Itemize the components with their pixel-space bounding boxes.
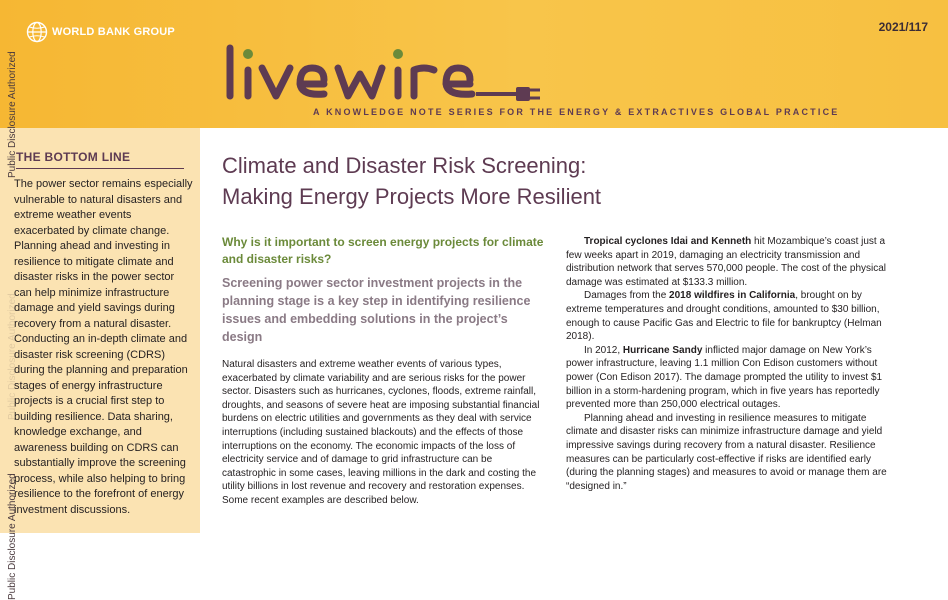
header-banner bbox=[0, 0, 948, 128]
report-number: 2021/117 bbox=[878, 20, 928, 34]
body-paragraph: Natural disasters and extreme weather events of various types, exacerbated by climate variability and are serious risks for the power sector. Disasters such as hurricanes, cyclones, floods, extreme rainfall, droughts, and seasons of severe heat are imposing substantial financial burdens on electric utilities and governments as they deal with service interruptions (including sustained blackouts) and the effects of those interruptions on the economy. The economic impacts of the loss of electricity service and of damage to grid infrastructure can be catastrophic in some cases, leaving millions in the dark and costing the utility billions in lost revenue and recovery and restoration expenses. Some recent examples are described below. bbox=[222, 359, 540, 506]
disclosure-stamp-top: Public Disclosure Authorized bbox=[7, 51, 18, 178]
paragraph-sandy-pre: In 2012, bbox=[584, 344, 623, 356]
paragraph-sandy bbox=[566, 344, 896, 412]
paragraph-sandy-text: inflicted major damage on New York’s power infrastructure, leaving 1.1 million Con Edison customers without power (Con Edison 2017). The damage prompted the utility to invest $1 billion in a storm-hardening program, which in five years has reportedly prevented more than 250,000 electrical outages. bbox=[566, 344, 883, 411]
paragraph-planning: Planning ahead and investing in resilience measures to mitigate climate and disaster risks can minimize infrastructure damage and yield impressive savings during recovery from a natural disaster. Resilience measures can be particularly cost-effective if risks are identified early (during the planning stages) and measures to avoid or manage them are “designed in.” bbox=[566, 412, 887, 492]
bold-sandy: Hurricane Sandy bbox=[622, 344, 703, 356]
paragraph-wildfires-text: , brought on by extreme temperatures and drought conditions, amounted to $30 billion, enough to cause Pacific Gas and Electric to file for bankruptcy (Helman 2018). bbox=[566, 290, 882, 343]
paragraph-cyclones bbox=[566, 235, 896, 289]
article-title bbox=[222, 150, 862, 212]
disclosure-stamp bbox=[3, 0, 18, 600]
article-column-left bbox=[222, 234, 544, 508]
disclosure-stamp-bottom: Public Disclosure Authorized bbox=[7, 473, 18, 600]
section-lead: Screening power sector investment projects in the planning stage is a key step in identifying resilience issues and embedding solutions in the project’s design bbox=[222, 276, 531, 344]
disclosure-stamp-middle: Public Disclosure Authorized bbox=[7, 293, 18, 420]
paragraph-cyclones-text: hit Mozambique’s coast just a few weeks apart in 2019, damaging an electricity transmission and distribution network that serves 570,000 people. The cost of the physical damage was estimated at $133.3 million. bbox=[566, 236, 887, 288]
livewire-wordmark-logo bbox=[218, 30, 548, 110]
sidebar-heading: THE BOTTOM LINE bbox=[16, 150, 131, 164]
paragraph-wildfires-pre: Damages from the bbox=[584, 290, 670, 302]
article-title-line1: Climate and Disaster Risk Screening: bbox=[222, 153, 587, 178]
article-title-line2: Making Energy Projects More Resilient bbox=[222, 184, 602, 209]
paragraph-wildfires bbox=[566, 289, 896, 343]
bold-wildfires: 2018 wildfires in California bbox=[669, 290, 796, 302]
tagline: A KNOWLEDGE NOTE SERIES FOR THE ENERGY & EXTRACTIVES GLOBAL PRACTICE bbox=[313, 107, 840, 117]
bold-cyclones: Tropical cyclones Idai and Kenneth bbox=[584, 236, 752, 247]
sidebar-body: The power sector remains especially vulnerable to natural disasters and extreme weather events exacerbated by climate change. Planning ahead and investing in resilience to mitigate climate and disaster risks in the power sector can help minimize infrastructure damage and yield savings during recovery from a natural disaster. Conducting an in-depth climate and disaster risk screening (CDRS) during the planning and preparation stages of energy infrastructure projects is a crucial first step to building resilience. Data sharing, knowledge exchange, and awareness building on CDRS can substantially improve the screening process, while also helping to bring resilience to the forefront of energy investment discussions. bbox=[14, 178, 193, 516]
sidebar-divider bbox=[16, 168, 184, 169]
sidebar-bottom-line bbox=[0, 128, 200, 533]
globe-icon bbox=[26, 21, 48, 43]
article-column-right bbox=[566, 235, 896, 493]
org-name: WORLD BANK GROUP bbox=[52, 26, 175, 38]
section-question: Why is it important to screen energy projects for climate and disaster risks? bbox=[222, 235, 544, 266]
world-bank-logo bbox=[26, 21, 175, 43]
